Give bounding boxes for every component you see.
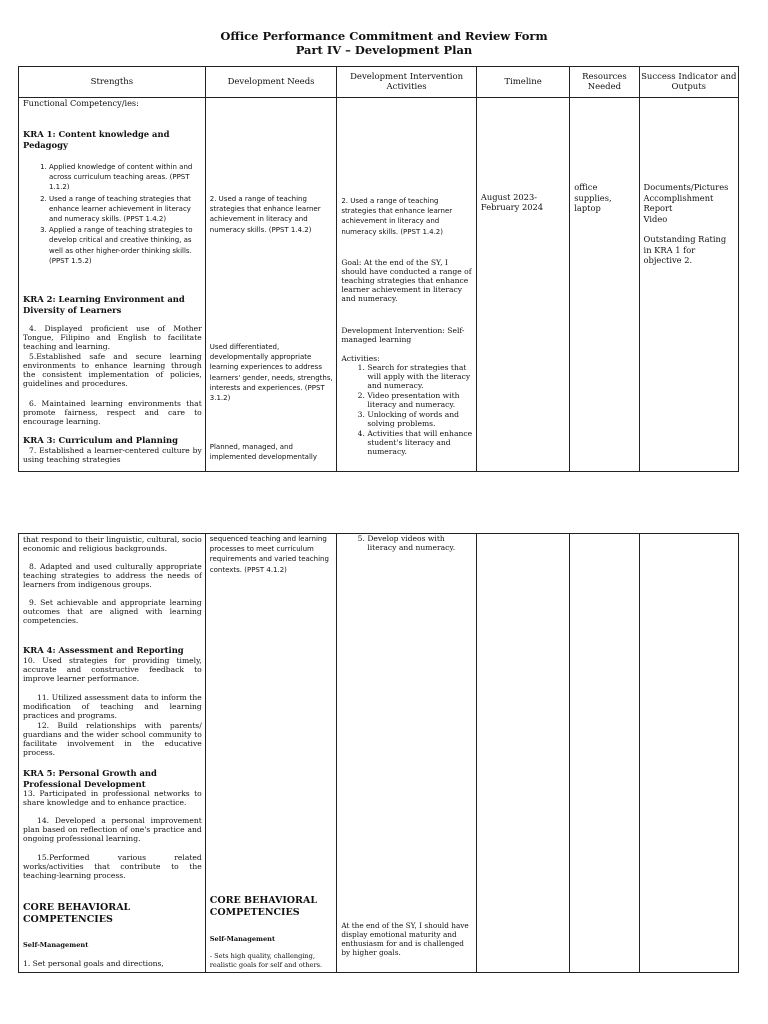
- list-item: 1. Search for strategies that will apply with the literacy and numeracy.: [367, 363, 473, 390]
- list-item: 3. Applied a range of teaching strategies to develop critical and creative thinking, as well as other higher-order thinking skills. (PPST 1.5.2): [49, 225, 202, 266]
- strength-item-6: 6. Maintained learning environments that promote fairness, respect and care to encourage learning.: [23, 399, 202, 426]
- interventions-cell-continued: [337, 534, 477, 973]
- list-item: 3. Unlocking of words and solving problems.: [367, 410, 473, 428]
- column-header-success-indicator: Success Indicator and Outputs: [639, 67, 738, 98]
- column-header-strengths: Strengths: [19, 67, 206, 98]
- column-header-development-needs: Development Needs: [205, 67, 337, 98]
- kra5-heading: KRA 5: Personal Growth and Professional Development: [23, 768, 157, 789]
- strength-item-9: 9. Set achievable and appropriate learning outcomes that are aligned with learning competencies.: [23, 598, 202, 625]
- list-item: 2. Used a range of teaching strategies that enhance learner achievement in literacy and numeracy skills. (PPST 1.4.2): [49, 194, 202, 225]
- need-item-3-continued: sequenced teaching and learning processes to meet curriculum requirements and varied teaching contexts. (PPST 4.1.2): [209, 535, 329, 574]
- strength-item-5: 5.Established safe and secure learning environments to enhance learning through the consistent implementation of policies, guidelines and procedures.: [23, 352, 202, 388]
- form-title: Office Performance Commitment and Review Form: [220, 29, 548, 43]
- functional-competency-label: Functional Competency/ies:: [23, 98, 139, 108]
- core-intervention-goal: At the end of the SY, I should have display emotional maturity and enthusiasm for and is challenged by higher goals.: [341, 921, 469, 957]
- intervention-goal: Goal: At the end of the SY, I should have conducted a range of teaching strategies that enhance learner achievement in literacy and numeracy.: [341, 258, 472, 303]
- activities-label: Activities:: [341, 354, 380, 363]
- strength-item-10: 10. Used strategies for providing timely, accurate and constructive feedback to improve learner performance.: [23, 656, 202, 683]
- list-item: 5. Develop videos with literacy and numeracy.: [367, 534, 473, 552]
- column-header-interventions: Development Intervention Activities: [337, 67, 477, 98]
- development-plan-table-page1: [18, 66, 739, 472]
- resources-value: office supplies, laptop: [574, 182, 612, 213]
- self-management-heading: Self-Management: [23, 941, 89, 949]
- activities-list: [341, 363, 473, 457]
- strength-item-11: 11. Utilized assessment data to inform the modification of teaching and learning practices and programs.: [23, 693, 202, 720]
- strength-item-4: 4. Displayed proficient use of Mother Tongue, Filipino and English to facilitate teaching and learning.: [23, 324, 202, 351]
- resources-cell-continued: [570, 534, 639, 973]
- development-needs-cell-continued: [205, 534, 337, 973]
- kra4-heading: KRA 4: Assessment and Reporting: [23, 645, 184, 655]
- core-item-1: 1. Set personal goals and directions,: [23, 959, 164, 968]
- strength-item-7: 7. Established a learner-centered culture by using teaching strategies: [23, 446, 202, 464]
- strength-item-8: 8. Adapted and used culturally appropriate teaching strategies to address the needs of learners from indigenous groups.: [23, 562, 202, 589]
- strength-item-12: 12. Build relationships with parents/ guardians and the wider school community to facilitate involvement in the educative process.: [23, 721, 202, 757]
- success-indicator-cell: [639, 98, 738, 472]
- timeline-cell-continued: [476, 534, 569, 973]
- resources-cell: [570, 98, 639, 472]
- timeline-cell: [476, 98, 569, 472]
- list-item: 1. Applied knowledge of content within and across curriculum teaching areas. (PPST 1.1.2): [49, 162, 202, 193]
- form-subtitle: Part IV – Development Plan: [295, 43, 473, 57]
- need-item-3: Planned, managed, and implemented developmentally: [209, 443, 318, 462]
- core-competencies-heading-needs: CORE BEHAVIORAL COMPETENCIES: [209, 895, 318, 918]
- interventions-cell: [337, 98, 477, 472]
- timeline-value: August 2023-February 2024: [480, 192, 544, 212]
- success-indicator-list: [644, 182, 735, 266]
- need-item-1: 2. Used a range of teaching strategies that enhance learner achievement in literacy and numeracy skills. (PPST 1.4.2): [209, 195, 321, 234]
- core-competencies-heading: CORE BEHAVIORAL COMPETENCIES: [23, 902, 131, 925]
- success-indicator-cell-continued: [639, 534, 738, 973]
- kra2-heading: KRA 2: Learning Environment and Diversity of Learners: [23, 294, 185, 315]
- success-item: Documents/Pictures: [643, 182, 729, 192]
- success-item: Outstanding Rating in KRA 1 for objective 2.: [643, 234, 727, 265]
- list-item: 4. Activities that will enhance student's literacy and numeracy.: [367, 429, 473, 456]
- development-plan-table-page2: [18, 533, 739, 973]
- intervention-type: Development Intervention: Self-managed learning: [341, 326, 465, 344]
- strength-item-14: 14. Developed a personal improvement plan based on reflection of one's practice and ongoing professional learning.: [23, 816, 202, 843]
- development-needs-cell: [205, 98, 337, 472]
- need-item-2: Used differentiated, developmentally appropriate learning experiences to address learners' gender, needs, strengths, interests and experiences. (PPST 3.1.2): [209, 343, 333, 403]
- need-core-item: - Sets high quality, challenging, realistic goals for self and others.: [209, 952, 323, 969]
- success-item: Video: [643, 213, 668, 224]
- strengths-cell: [19, 98, 206, 472]
- kra1-list: [23, 162, 202, 267]
- column-header-timeline: Timeline: [476, 67, 569, 98]
- strength-item-13: 13. Participated in professional networks to share knowledge and to enhance practice.: [23, 789, 202, 807]
- kra3-heading: KRA 3: Curriculum and Planning: [23, 435, 178, 445]
- kra1-heading: KRA 1: Content knowledge and Pedagogy: [23, 129, 170, 150]
- strengths-cell-continued: [19, 534, 206, 973]
- intervention-item-1: 2. Used a range of teaching strategies that enhance learner achievement in literacy and numeracy skills. (PPST 1.4.2): [341, 197, 453, 236]
- list-item: 2. Video presentation with literacy and numeracy.: [367, 391, 473, 409]
- strength-item-15: 15.Performed various related works/activities that contribute to the teaching-learning process.: [23, 853, 202, 880]
- column-header-resources: Resources Needed: [570, 67, 639, 98]
- self-management-heading-needs: Self-Management: [209, 935, 276, 943]
- success-item: Accomplishment Report: [643, 192, 714, 213]
- activities-list-continued: [341, 534, 473, 553]
- strength-item-7-continued: that respond to their linguistic, cultural, socio economic and religious backgrounds.: [23, 535, 202, 553]
